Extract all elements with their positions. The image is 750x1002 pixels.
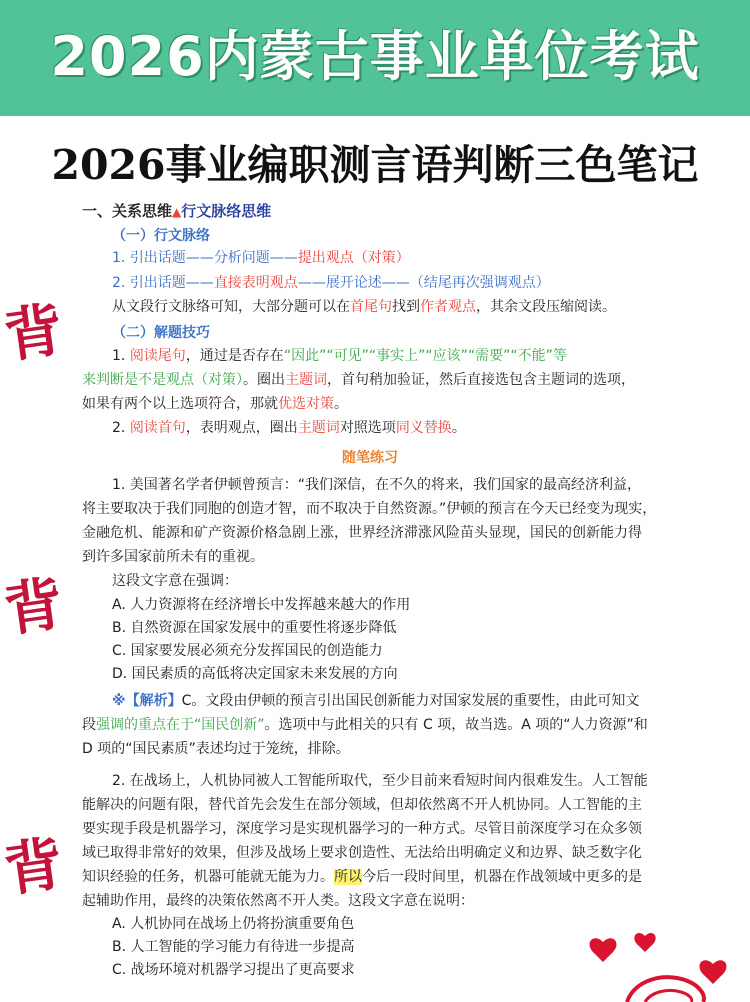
q1-line: 到许多国家前所未有的重视。 [82, 549, 264, 565]
q1-line: 将主要取决于我们同胞的创造才智，而不取决于自然资源。”伊顿的预言在今天已经变为现实， [82, 501, 657, 517]
heart-icon [634, 933, 655, 952]
sub-heading-1: （一）行文脉络 [112, 228, 210, 244]
q2-line-5: 知识经验的任务，机器可能就无能为力。所以今后一段时间里，机器在作战领域中更多的是 [82, 869, 642, 885]
q1-line: 1. 美国著名学者伊顿曾预言：“我们深信，在不久的将来，我们国家的最高经济利益， [112, 477, 642, 493]
banner-title: 2026内蒙古事业单位考试 [50, 25, 700, 88]
side-mark-2: 背 [0, 569, 68, 645]
hearts-decoration [585, 930, 750, 1002]
q2-line: 2. 在战场上，人机协同被人工智能所取代，至少目前来看短时间内很难发生。人工智能 [112, 773, 648, 789]
side-mark-3: 背 [0, 829, 68, 905]
q2-option-a: A. 人机协同在战场上仍将扮演重要角色 [112, 916, 355, 932]
q1-answer-line1: ※【解析】C。文段由伊顿的预言引出国民创新能力对国家发展的重要性，由此可知文 [112, 693, 640, 709]
section-heading: 一、关系思维▲行文脉络思维 [82, 202, 272, 220]
doc-title: 2026事业编职测言语判断三色笔记 [51, 141, 699, 189]
q2-option-b: B. 人工智能的学习能力有待进一步提高 [112, 939, 355, 955]
q1-answer-line3: D 项的“国民素质”表述均过于笼统，排除。 [82, 741, 350, 757]
q2-line-6: 起辅助作用，最终的决策依然离不开人类。这段文字意在说明： [82, 893, 474, 909]
q1-option-b: B. 自然资源在国家发展中的重要性将逐步降低 [112, 620, 397, 636]
sub1-item-2: 2. 引出话题——直接表明观点——展开论述——（结尾再次强调观点） [112, 275, 550, 291]
heart-icon [700, 960, 727, 984]
tip1-line3: 如果有两个以上选项符合，那就优选对策。 [82, 396, 348, 412]
q1-stem: 这段文字意在强调： [112, 573, 238, 589]
sub-heading-2: （二）解题技巧 [112, 325, 210, 341]
tip1-line2: 来判断是不是观点（对策）。圈出主题词，首句稍加验证，然后直接选包含主题词的选项， [82, 372, 635, 388]
q2-option-c: C. 战场环境对机器学习提出了更高要求 [112, 962, 355, 978]
q2-line: 要实现手段是机器学习，深度学习是实现机器学习的一种方式。尽管目前深度学习在众多领 [82, 821, 642, 837]
sub1-item-1: 1. 引出话题——分析问题——提出观点（对策） [112, 250, 410, 266]
q1-option-a: A. 人力资源将在经济增长中发挥越来越大的作用 [112, 597, 411, 613]
q2-line: 域已取得非常好的效果，但涉及战场上要求创造性、无法给出明确定义和边界、缺乏数字化 [82, 845, 642, 861]
tip1-line1: 1. 阅读尾句，通过是否存在“因此”“可见”“事实上”“应该”“需要”“不能”等 [112, 348, 567, 364]
q1-option-d: D. 国民素质的高低将决定国家未来发展的方向 [112, 666, 398, 682]
swirl-icon [645, 990, 692, 1002]
heart-icon [590, 938, 617, 962]
tip2: 2. 阅读首句，表明观点，圈出主题词对照选项同义替换。 [112, 420, 466, 436]
sub1-note: 从文段行文脉络可知，大部分题可以在首尾句找到作者观点，其余文段压缩阅读。 [112, 299, 616, 315]
q1-answer-line2: 段强调的重点在于“国民创新”。选项中与此相关的只有 C 项，故当选。A 项的“人力资源”和 [82, 717, 648, 733]
banner-divider [0, 112, 750, 116]
q2-line: 能解决的问题有限，替代首先会发生在部分领域，但却依然离不开人机协同。人工智能的主 [82, 797, 642, 813]
practice-heading: 随笔练习 [342, 450, 398, 466]
q1-option-c: C. 国家要发展必须充分发挥国民的创造能力 [112, 643, 383, 659]
side-mark-1: 背 [0, 295, 68, 371]
header-banner [0, 0, 750, 112]
q1-line: 金融危机、能源和矿产资源价格急剧上涨，世界经济滞涨风险苗头显现，国民的创新能力得 [82, 525, 642, 541]
